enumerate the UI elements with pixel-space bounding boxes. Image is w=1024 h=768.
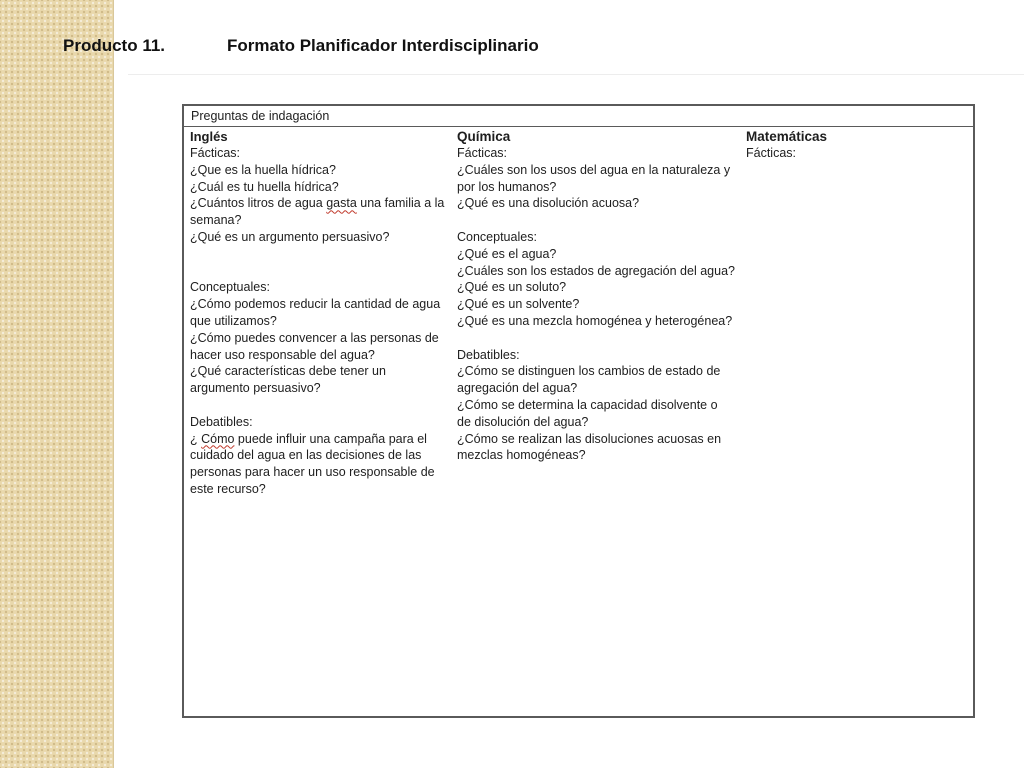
- header-divider: [128, 74, 1024, 75]
- question-category-label: Debatibles:: [457, 347, 520, 362]
- column-ingles: [190, 128, 448, 498]
- question-category-label: Conceptuales:: [457, 229, 537, 244]
- decorative-side-strip: [0, 0, 114, 768]
- question-line: ¿Cómo podemos reducir la cantidad de agua: [190, 297, 441, 312]
- question-line: ¿Qué es una disolución acuosa?: [457, 196, 640, 211]
- question-line: ¿Qué es un soluto?: [457, 280, 567, 295]
- question-line: que utilizamos?: [190, 313, 277, 328]
- question-category-label: Debatibles:: [190, 414, 253, 429]
- subject-heading-ingles: Inglés: [190, 129, 228, 144]
- question-line: personas para hacer un uso responsable de: [190, 465, 435, 480]
- question-line: por los humanos?: [457, 179, 557, 194]
- question-line: ¿Qué es el agua?: [457, 246, 557, 261]
- question-line: ¿Cuáles son los estados de agregación del agua?: [457, 263, 735, 278]
- blank-line: [457, 330, 737, 347]
- question-line: ¿Qué es un argumento persuasivo?: [190, 229, 390, 244]
- question-line: ¿Cuáles son los usos del agua en la naturaleza y: [457, 162, 731, 177]
- question-line: ¿Cómo se realizan las disoluciones acuosas en: [457, 431, 722, 446]
- question-category-label: Fácticas:: [190, 146, 241, 160]
- subject-heading-quimica: Química: [457, 129, 511, 144]
- column-quimica: [457, 128, 737, 464]
- question-line: ¿Que es la huella hídrica?: [190, 162, 336, 177]
- question-line: este recurso?: [190, 481, 266, 496]
- question-line: de disolución del agua?: [457, 414, 589, 429]
- question-line: agregación del agua?: [457, 381, 578, 396]
- question-line: mezclas homogéneas?: [457, 448, 586, 463]
- page-title: Formato Planificador Interdisciplinario: [227, 36, 539, 55]
- question-line: argumento persuasivo?: [190, 381, 321, 396]
- table-heading: Preguntas de indagación: [184, 106, 973, 127]
- inquiry-questions-table: [182, 104, 975, 718]
- question-line: semana?: [190, 213, 242, 228]
- blank-line: [190, 263, 448, 280]
- blank-line: [190, 246, 448, 263]
- question-line: ¿Cómo se distinguen los cambios de estado de: [457, 364, 721, 379]
- question-line: hacer uso responsable del agua?: [190, 347, 375, 362]
- question-line: ¿Cuál es tu huella hídrica?: [190, 179, 339, 194]
- product-number: Producto 11.: [63, 36, 166, 55]
- column-matematicas: [746, 128, 966, 162]
- question-line: ¿Cuántos litros de agua gasta una familia a la: [190, 196, 445, 211]
- question-list-quimica: [457, 145, 737, 464]
- blank-line: [190, 397, 448, 414]
- question-line: ¿Qué es un solvente?: [457, 297, 580, 312]
- question-line: ¿Cómo puedes convencer a las personas de: [190, 330, 439, 345]
- question-line: ¿ Cómo puede influir una campaña para el: [190, 431, 427, 446]
- question-category-label: Fácticas:: [746, 146, 797, 160]
- question-list-matematicas: [746, 145, 966, 162]
- blank-line: [457, 212, 737, 229]
- question-category-label: Fácticas:: [457, 146, 508, 160]
- question-line: ¿Qué características debe tener un: [190, 364, 386, 379]
- subject-heading-matematicas: Matemáticas: [746, 129, 828, 144]
- question-line: ¿Cómo se determina la capacidad disolvente o: [457, 397, 718, 412]
- question-category-label: Conceptuales:: [190, 280, 270, 295]
- question-line: ¿Qué es una mezcla homogénea y heterogénea?: [457, 313, 733, 328]
- question-line: cuidado del agua en las decisiones de las: [190, 448, 422, 463]
- question-list-ingles: [190, 145, 448, 498]
